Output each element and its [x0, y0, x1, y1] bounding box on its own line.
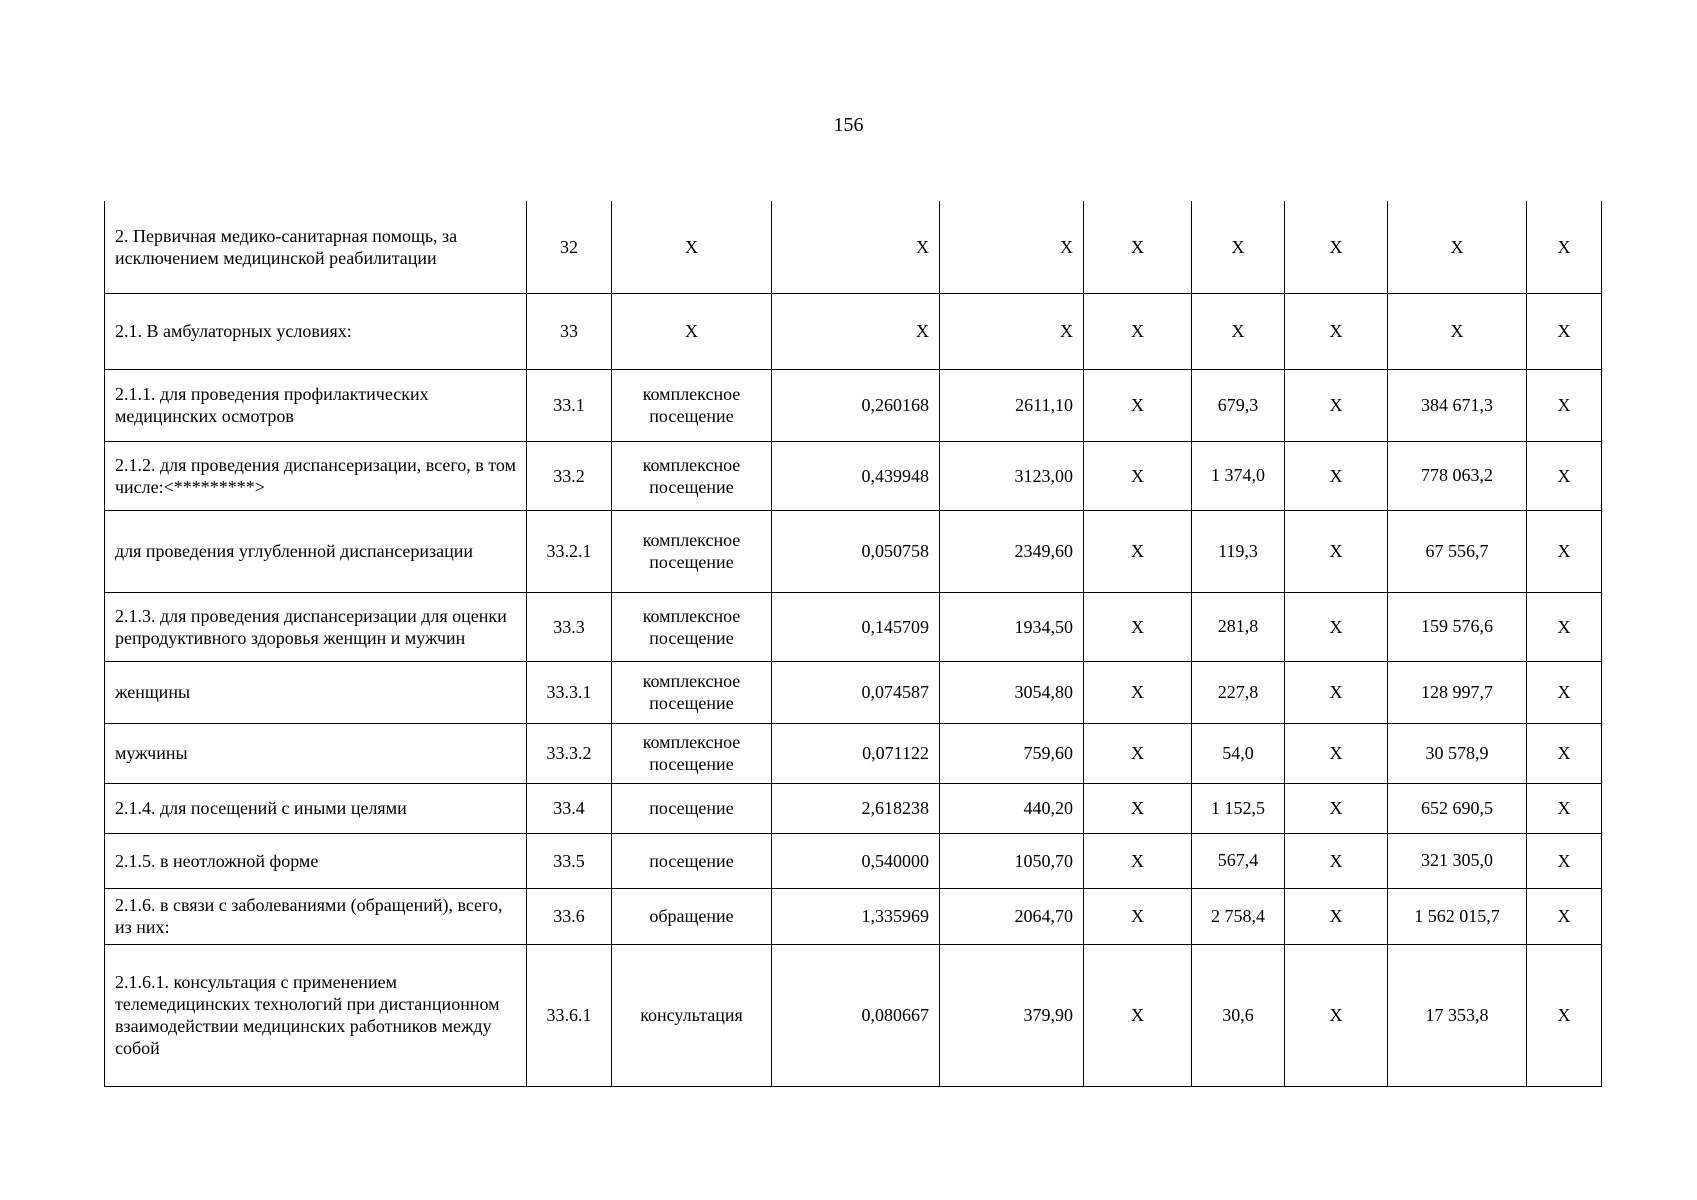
- cell-unit: посещение: [612, 833, 772, 888]
- cell-col9-value: 1 562 015,7: [1414, 905, 1500, 926]
- cell-name: 2.1.6. в связи с заболеваниями (обращений), всего, из них:: [105, 888, 527, 944]
- cell-code: 33.6: [527, 888, 612, 944]
- cell-col7: Х: [1192, 293, 1285, 369]
- cell-col10: Х: [1527, 510, 1602, 592]
- cell-cost: 2349,60: [940, 510, 1084, 592]
- table-row: [105, 441, 1602, 510]
- cell-cost: 3123,00: [940, 441, 1084, 510]
- page-number: 156: [833, 114, 864, 136]
- cell-col8: Х: [1285, 944, 1388, 1086]
- cell-normative: Х: [772, 293, 940, 369]
- cell-cost: 440,20: [940, 783, 1084, 833]
- table-row: [105, 888, 1602, 944]
- cell-col7: [1192, 661, 1285, 723]
- cell-col7: [1192, 944, 1285, 1086]
- cell-col9: [1388, 369, 1527, 441]
- cell-col10: Х: [1527, 592, 1602, 661]
- cell-col9: [1388, 888, 1527, 944]
- cell-col6: Х: [1084, 723, 1192, 783]
- table-row: [105, 783, 1602, 833]
- cell-col10: Х: [1527, 661, 1602, 723]
- cell-unit: комплексное посещение: [612, 723, 772, 783]
- cell-name: мужчины: [105, 723, 527, 783]
- table-row: [105, 293, 1602, 369]
- cell-name: 2.1.5. в неотложной форме: [105, 833, 527, 888]
- cell-code: 33.1: [527, 369, 612, 441]
- cell-col10: Х: [1527, 201, 1602, 293]
- cell-col8: Х: [1285, 592, 1388, 661]
- cell-normative: 0,050758: [772, 510, 940, 592]
- cell-code: 33.3.1: [527, 661, 612, 723]
- cell-normative: 0,439948: [772, 441, 940, 510]
- cell-cost: 2064,70: [940, 888, 1084, 944]
- cell-col7: [1192, 888, 1285, 944]
- cell-name: 2.1.1. для проведения профилактических медицинских осмотров: [105, 369, 527, 441]
- cell-unit: посещение: [612, 783, 772, 833]
- cell-col7-value: 2 758,4: [1211, 905, 1265, 926]
- cell-normative: 0,080667: [772, 944, 940, 1086]
- cell-col10: Х: [1527, 783, 1602, 833]
- cell-col9: [1388, 833, 1527, 888]
- cell-normative: 0,145709: [772, 592, 940, 661]
- cell-col8: Х: [1285, 441, 1388, 510]
- cell-col10: Х: [1527, 441, 1602, 510]
- cell-normative: 0,260168: [772, 369, 940, 441]
- cell-col7-value: 567,4: [1217, 850, 1259, 870]
- cell-col9: [1388, 441, 1527, 510]
- cell-code: 33.6.1: [527, 944, 612, 1086]
- cell-col9-value: 321 305,0: [1421, 850, 1493, 870]
- cell-col7: [1192, 510, 1285, 592]
- cell-col7-value: 227,8: [1217, 681, 1259, 702]
- table-row: [105, 592, 1602, 661]
- cell-code: 33: [527, 293, 612, 369]
- cell-col9-value: 30 578,9: [1425, 742, 1489, 763]
- cell-cost: 3054,80: [940, 661, 1084, 723]
- cell-normative: 1,335969: [772, 888, 940, 944]
- cell-col10: Х: [1527, 888, 1602, 944]
- cell-col9-value: 67 556,7: [1425, 540, 1489, 561]
- cell-col7: [1192, 783, 1285, 833]
- cell-normative: 0,071122: [772, 723, 940, 783]
- cell-col6: Х: [1084, 944, 1192, 1086]
- cell-code: 33.2.1: [527, 510, 612, 592]
- cell-col8: Х: [1285, 888, 1388, 944]
- cell-name: 2.1.6.1. консультация с применением телемедицинских технологий при дистанционном взаимодействии медицинских работников между собой: [105, 944, 527, 1086]
- cell-col8: Х: [1285, 201, 1388, 293]
- cell-col6: Х: [1084, 783, 1192, 833]
- table-row: [105, 201, 1602, 293]
- cell-col9-value: 652 690,5: [1421, 797, 1493, 818]
- cell-unit: комплексное посещение: [612, 441, 772, 510]
- cell-unit: Х: [612, 293, 772, 369]
- data-table: [104, 201, 1602, 1087]
- cell-col10: Х: [1527, 293, 1602, 369]
- cell-code: 33.4: [527, 783, 612, 833]
- cell-cost: 379,90: [940, 944, 1084, 1086]
- cell-cost: Х: [940, 293, 1084, 369]
- cell-col6: Х: [1084, 833, 1192, 888]
- cell-unit: комплексное посещение: [612, 592, 772, 661]
- cell-unit: Х: [612, 201, 772, 293]
- cell-name: женщины: [105, 661, 527, 723]
- cell-code: 32: [527, 201, 612, 293]
- cell-col9-value: 128 997,7: [1421, 681, 1493, 702]
- cell-col10: Х: [1527, 723, 1602, 783]
- cell-col6: Х: [1084, 661, 1192, 723]
- cell-unit: комплексное посещение: [612, 661, 772, 723]
- table-body: [105, 201, 1602, 1086]
- cell-col9: [1388, 510, 1527, 592]
- cell-col7: [1192, 369, 1285, 441]
- cell-col9: Х: [1388, 201, 1527, 293]
- cell-col9: [1388, 723, 1527, 783]
- cell-normative: 2,618238: [772, 783, 940, 833]
- cell-col9: [1388, 592, 1527, 661]
- cell-col9: [1388, 944, 1527, 1086]
- cell-col7: [1192, 723, 1285, 783]
- cell-col7-value: 119,3: [1218, 540, 1258, 561]
- cell-col8: Х: [1285, 369, 1388, 441]
- cell-col6: Х: [1084, 293, 1192, 369]
- cell-col8: Х: [1285, 510, 1388, 592]
- cell-col10: Х: [1527, 833, 1602, 888]
- cell-code: 33.5: [527, 833, 612, 888]
- cell-col7-value: 281,8: [1217, 616, 1259, 636]
- table-row: [105, 944, 1602, 1086]
- cell-unit: комплексное посещение: [612, 510, 772, 592]
- cell-col7: [1192, 833, 1285, 888]
- cell-cost: 1050,70: [940, 833, 1084, 888]
- cell-col8: Х: [1285, 293, 1388, 369]
- cell-col6: Х: [1084, 592, 1192, 661]
- cell-code: 33.3: [527, 592, 612, 661]
- cell-name: 2.1.4. для посещений с иными целями: [105, 783, 527, 833]
- cell-normative: Х: [772, 201, 940, 293]
- cell-name: 2.1.2. для проведения диспансеризации, всего, в том числе:<*********>: [105, 441, 527, 510]
- cell-col8: Х: [1285, 661, 1388, 723]
- cell-cost: 2611,10: [940, 369, 1084, 441]
- cell-normative: 0,540000: [772, 833, 940, 888]
- cell-col7-value: 1 374,0: [1211, 465, 1265, 485]
- cell-col7-value: 679,3: [1217, 394, 1259, 415]
- cell-col10: Х: [1527, 369, 1602, 441]
- cell-name: 2.1.3. для проведения диспансеризации для оценки репродуктивного здоровья женщин и мужчин: [105, 592, 527, 661]
- cell-col8: Х: [1285, 783, 1388, 833]
- cell-name: 2.1. В амбулаторных условиях:: [105, 293, 527, 369]
- cell-code: 33.3.2: [527, 723, 612, 783]
- cell-col7: Х: [1192, 201, 1285, 293]
- cell-col6: Х: [1084, 888, 1192, 944]
- cell-name: для проведения углубленной диспансеризации: [105, 510, 527, 592]
- cell-col9: [1388, 783, 1527, 833]
- cell-cost: 759,60: [940, 723, 1084, 783]
- cell-unit: обращение: [612, 888, 772, 944]
- cell-col9: Х: [1388, 293, 1527, 369]
- table-row: [105, 510, 1602, 592]
- cell-col10: Х: [1527, 944, 1602, 1086]
- cell-col7-value: 54,0: [1222, 742, 1254, 763]
- cell-col7-value: 1 152,5: [1211, 797, 1265, 818]
- cell-col9: [1388, 661, 1527, 723]
- cell-col7: [1192, 592, 1285, 661]
- cell-name: 2. Первичная медико-санитарная помощь, за исключением медицинской реабилитации: [105, 201, 527, 293]
- cell-col6: Х: [1084, 369, 1192, 441]
- table-row: [105, 661, 1602, 723]
- cell-col8: Х: [1285, 833, 1388, 888]
- cell-col7-value: 30,6: [1222, 1004, 1254, 1025]
- cell-col9-value: 384 671,3: [1421, 394, 1493, 415]
- cell-code: 33.2: [527, 441, 612, 510]
- cell-cost: 1934,50: [940, 592, 1084, 661]
- cell-col6: Х: [1084, 201, 1192, 293]
- cell-col8: Х: [1285, 723, 1388, 783]
- cell-col6: Х: [1084, 441, 1192, 510]
- table-row: [105, 369, 1602, 441]
- table-row: [105, 723, 1602, 783]
- table-row: [105, 833, 1602, 888]
- cell-col7: [1192, 441, 1285, 510]
- cell-col9-value: 159 576,6: [1421, 616, 1493, 636]
- cell-normative: 0,074587: [772, 661, 940, 723]
- cell-unit: консультация: [612, 944, 772, 1086]
- cell-col6: Х: [1084, 510, 1192, 592]
- cell-col9-value: 17 353,8: [1425, 1004, 1489, 1025]
- cell-cost: Х: [940, 201, 1084, 293]
- cell-col9-value: 778 063,2: [1421, 465, 1493, 485]
- cell-unit: комплексное посещение: [612, 369, 772, 441]
